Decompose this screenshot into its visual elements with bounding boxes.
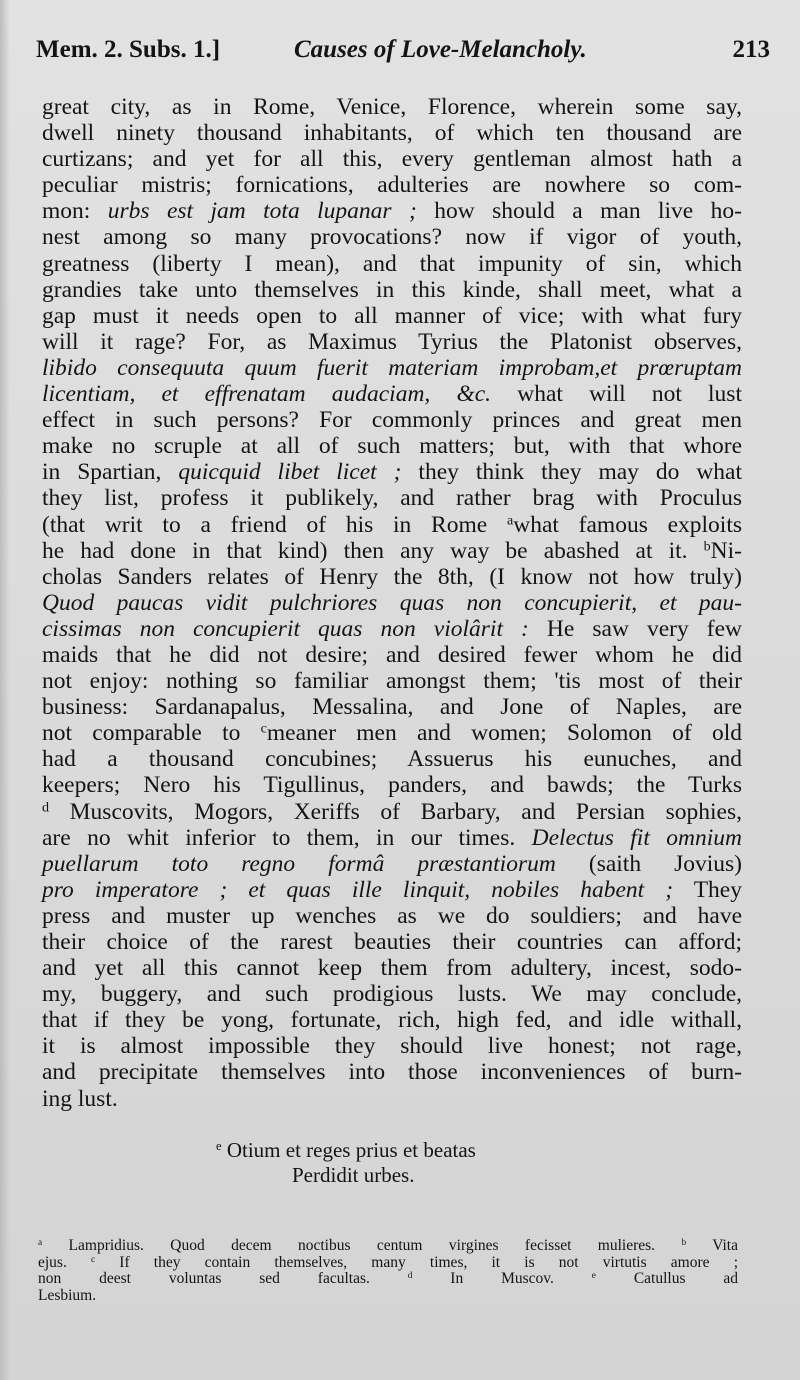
- text-line: [42, 746, 742, 772]
- text-run: Vita: [686, 1237, 738, 1254]
- text-run: not comparable to: [42, 720, 261, 747]
- footnote-line: [38, 1255, 738, 1272]
- text-run: mon:: [42, 198, 108, 225]
- text-line: [42, 642, 742, 668]
- footnote-marker: e: [591, 1271, 596, 1282]
- text-line: [42, 459, 742, 485]
- text-run: Ni-: [710, 537, 742, 564]
- chapter-title: Causes of Love-Melancholy.: [294, 36, 587, 63]
- text-line: [42, 381, 742, 407]
- text-line: [42, 1033, 742, 1059]
- latin-quotation: licentiam, et effrenatam audaciam, &c.: [42, 381, 492, 408]
- latin-quotation: pro imperatore ; et quas ille linquit, nobiles habent ;: [42, 876, 674, 903]
- text-line: [42, 564, 742, 590]
- text-run: business: Sardanapalus, Messalina, and Jone of Naples, are: [42, 694, 742, 721]
- text-run: and yet all this cannot keep them from adultery, incest, sodo-: [42, 955, 742, 982]
- verse-line: Perdidit urbes.: [292, 1163, 415, 1187]
- page-number: 213: [732, 36, 770, 63]
- latin-quotation: libido consequuta quum fuerit materiam improbam,et prœruptam: [42, 354, 742, 381]
- verse-line: [216, 1138, 476, 1163]
- text-run: Catullus ad: [595, 1270, 738, 1288]
- text-run: what will not lust: [491, 381, 742, 408]
- text-line: [42, 616, 742, 642]
- latin-quotation: Delectus fit omnium: [531, 824, 742, 851]
- latin-quotation: quicquid libet licet ;: [178, 459, 402, 486]
- text-run: peculiar mistris; fornications, adulteries are nowhere so com-: [42, 172, 742, 199]
- text-run: not enjoy: nothing so familiar amongst them; 'tis most of their: [42, 668, 742, 695]
- main-text: [42, 94, 742, 1112]
- text-line: [42, 825, 742, 851]
- text-line: [42, 929, 742, 955]
- footnote-marker: d: [42, 798, 50, 815]
- text-line: [42, 251, 742, 277]
- text-line: [42, 433, 742, 459]
- latin-quotation: puellarum toto regno formâ præstantiorum: [42, 850, 556, 877]
- text-run: they list, profess it publikely, and rather brag with Proculus: [42, 485, 742, 512]
- text-run: what famous exploits: [513, 511, 743, 538]
- footnote-line: [38, 1271, 738, 1288]
- text-line: [42, 1086, 742, 1112]
- text-line: [42, 668, 742, 694]
- text-run: great city, as in Rome, Venice, Florence, wherein some say,: [42, 94, 742, 120]
- text-run: will it rage? For, as Maximus Tyrius the Platonist observes,: [42, 328, 742, 355]
- text-line: [42, 485, 742, 511]
- text-line: [42, 590, 742, 616]
- text-run: effect in such persons? For commonly princes and great men: [42, 407, 742, 434]
- text-run: They: [673, 876, 742, 903]
- text-run: Lampridius. Quod decem noctibus centum virgines fecisset mulieres.: [42, 1237, 682, 1254]
- verse-line-text: Otium et reges prius et beatas: [226, 1138, 476, 1162]
- text-line: [42, 877, 742, 903]
- text-run: press and muster up wenches as we do souldiers; and have: [42, 902, 742, 929]
- text-line: [42, 277, 742, 303]
- text-run: Lesbium.: [38, 1286, 97, 1304]
- text-run: grandies take unto themselves in this kinde, shall meet, what a: [42, 276, 742, 303]
- text-line: [42, 1059, 742, 1085]
- text-run: in Spartian,: [42, 459, 179, 486]
- text-run: nest among so many provocations? now if vigor of youth,: [42, 224, 742, 251]
- text-line: [42, 407, 742, 433]
- text-run: greatness (liberty I mean), and that impunity of sin, which: [42, 250, 742, 277]
- text-line: [42, 94, 742, 120]
- text-run: meaner men and women; Solomon of old: [266, 720, 742, 747]
- text-run: their choice of the rarest beauties their countries can afford;: [42, 929, 742, 955]
- footnote-marker: a: [506, 511, 514, 528]
- text-line: [42, 851, 742, 877]
- footnote-marker: c: [260, 720, 267, 737]
- text-line: [42, 981, 742, 1007]
- text-run: In Muscov.: [412, 1270, 592, 1288]
- text-run: maids that he did not desire; and desired fewer whom he did: [42, 641, 742, 668]
- latin-quotation: Quod paucas vidit pulchriores quas non concupierit, et pau-: [42, 589, 742, 616]
- text-run: that if they be yong, fortunate, rich, high fed, and idle withall,: [42, 1007, 742, 1034]
- text-run: dwell ninety thousand inhabitants, of which ten thousand are: [42, 120, 742, 147]
- text-line: [42, 903, 742, 929]
- text-line: [42, 512, 742, 538]
- text-run: keepers; Nero his Tigullinus, panders, and bawds; the Turks: [42, 772, 742, 799]
- text-run: curtizans; and yet for all this, every gentleman almost hath a: [42, 146, 742, 173]
- text-run: (saith Jovius): [555, 850, 743, 877]
- text-line: [42, 303, 742, 329]
- text-run: cholas Sanders relates of Henry the 8th, (I know not how truly): [42, 563, 742, 590]
- text-run: If they contain themselves, many times, it is not virtutis amore ;: [95, 1253, 738, 1271]
- latin-quotation: cissimas non concupierit quas non violârit :: [42, 615, 529, 642]
- text-line: [42, 355, 742, 381]
- text-run: my, buggery, and such prodigious lusts. We may conclude,: [42, 981, 742, 1008]
- text-line: [42, 120, 742, 146]
- running-header: [36, 36, 770, 76]
- section-reference: Mem. 2. Subs. 1.]: [36, 36, 221, 63]
- footnote-line: [38, 1288, 738, 1305]
- text-line: [42, 1007, 742, 1033]
- text-run: non deest voluntas sed facultas.: [38, 1270, 408, 1288]
- text-line: [42, 329, 742, 355]
- footnote-marker: b: [681, 1237, 687, 1248]
- text-run: ejus.: [38, 1253, 91, 1271]
- text-line: [42, 955, 742, 981]
- footnotes: [38, 1238, 738, 1304]
- footnote-marker: c: [91, 1254, 96, 1265]
- text-run: He saw very few: [528, 615, 742, 642]
- text-run: it is almost impossible they should live honest; not rage,: [42, 1033, 742, 1060]
- text-run: how should a man live ho-: [416, 198, 742, 225]
- footnote-marker: d: [407, 1271, 413, 1282]
- text-line: [42, 772, 742, 798]
- text-run: they think they may do what: [401, 459, 742, 486]
- text-line: [42, 694, 742, 720]
- text-run: had a thousand concubines; Assuerus his eunuches, and: [42, 746, 742, 773]
- text-run: Muscovits, Mogors, Xeriffs of Barbary, and Persian sophies,: [49, 798, 742, 825]
- text-run: he had done in that kind) then any way be abashed at it.: [42, 537, 704, 564]
- footnote-marker: a: [38, 1237, 43, 1248]
- text-run: are no whit inferior to them, in our times.: [42, 824, 532, 851]
- text-run: make no scruple at all of such matters; but, with that whore: [42, 433, 742, 460]
- text-line: [42, 198, 742, 224]
- footnote-marker: b: [703, 537, 711, 554]
- text-line: [42, 799, 742, 825]
- footnote-marker: e: [216, 1139, 222, 1154]
- text-line: [42, 720, 742, 746]
- footnote-line: [38, 1238, 738, 1255]
- text-line: [42, 172, 742, 198]
- text-run: gap must it needs open to all manner of vice; with what fury: [42, 302, 742, 329]
- text-run: and precipitate themselves into those inconveniences of burn-: [42, 1059, 742, 1086]
- text-line: [42, 146, 742, 172]
- text-line: [42, 224, 742, 250]
- latin-quotation: urbs est jam tota lupanar ;: [107, 198, 417, 225]
- text-line: [42, 538, 742, 564]
- text-run: ing lust.: [42, 1085, 118, 1112]
- text-run: (that writ to a friend of his in Rome: [42, 511, 507, 538]
